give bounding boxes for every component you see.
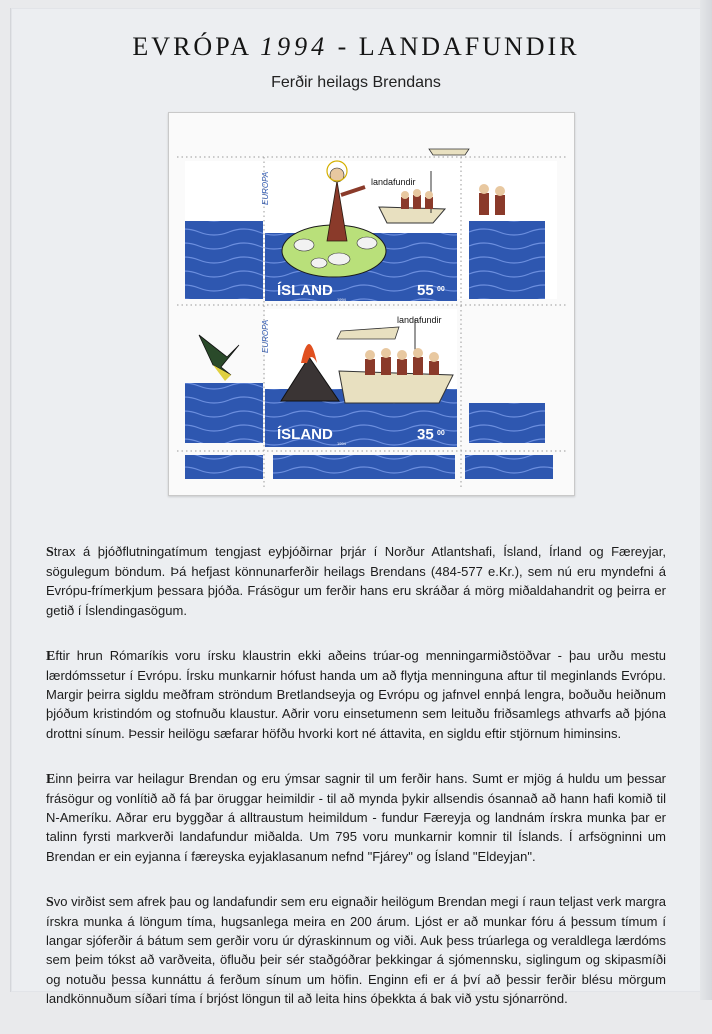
stamp-1 xyxy=(261,161,457,302)
boat-crew xyxy=(401,189,433,209)
stamp-2-brand: EUROPA xyxy=(261,319,270,353)
title-year: 1994 xyxy=(260,32,329,61)
stamp-sheet-artwork xyxy=(169,113,574,495)
paragraph-2: Eftir hrun Rómaríkis voru írsku klaustrin ekki aðeins trúar-og menningarmiðstöðvar - þau urðu mestu lærdómssetur í Evrópu. Írsku munkarnir hófust handa um að flytja menninguna aftur til meginlands Evrópu. Margir þeirra sigldu meðfram ströndum Bretlandseyja og Evrópu og jafnvel ennþá lengra, boðuðu heiðnum þjóðum kristindóm og stofnuðu klaustur. Aðrir voru einsetumenn sem leituðu friðsamlegs athvarfs að þjóna drottni sínum. Þessir heilögu sæfarar höfðu hvorki kort né áttavita, en sigldu eftir stjörnum himinsins. xyxy=(46,647,666,741)
sea-strip-right xyxy=(465,455,553,479)
paragraph-1: Strax á þjóðflutningatímum tengjast eyþjóðirnar þrjár í Norður Atlantshafi, Ísland, Írland og Færeyjar, sögulegum böndum. Þá hefjast könnunarferðir heilags Brendans (484-577 e.Kr.), sem nú eru myndefni á Evrópu-frímerkjum þessara þjóða. Frásögur um ferðir hans eru skráðar á mörg miðaldahandrit og þeirra er getið í Íslendingasögum. xyxy=(46,544,666,618)
paragraph-4: Svo virðist sem afrek þau og landafundir sem eru eignaðir heilögum Brendan megi í raun teljast verk margra írskra munka á löngum tíma, hugsanlega meira en 200 árum. Ljóst er að munkar fóru á þessum tímum í langar sjóferðir á bátum sem gerðir voru úr dýraskinnum og viði. Auk þess trúarlega og veraldlega lærdóms sem þeim tókst að varðveita, öfluðu þeir sér staðgóðrar þekkingar á sjómennsku, siglingum og skipasmíði og notuðu þessa kunnáttu á ferðum sínum um höfin. Enginn efi er á því að þessir ferðir blésu mörgum landkönnuðum síðari tíma í brjóst löngun til að leita hins óþekkta á bak við ystu sjónarrönd. xyxy=(46,893,666,1006)
boat-shape-2 xyxy=(339,371,453,403)
title-theme: - LANDAFUNDIR xyxy=(337,32,580,61)
stamp-1-year: 1994 xyxy=(337,297,346,302)
sea-left-bottom xyxy=(185,383,263,443)
paragraph-3: Einn þeirra var heilagur Brendan og eru ýmsar sagnir til um ferðir hans. Sumt er mjög á huldu um þessar frásögur og vonlítið að fá þar öruggar heimildir - til að mynda þykir allsendis ósannað að hann hafi komið til N-Ameríku. Aðrar eru byggðar á alltraustum heimildum - fundur Færeyja og landnám írskra munka þar er talinn fyrsti markverði landafundur miðalda. Um 795 voru munkarnir komnir til Íslands. Í arfsögninni um Brendan er ein eyjanna í færeyska eyjaklasanum nefnd "Fjárey" og Ísland "Eldeyjan". xyxy=(46,770,666,864)
sea-right-top xyxy=(469,221,545,299)
stamp-1-cents: 00 xyxy=(437,286,445,293)
stamp-sheet xyxy=(168,112,575,496)
stamp-2-cents: 00 xyxy=(437,430,445,437)
stamp-1-country: ÍSLAND xyxy=(277,282,333,299)
page-edge xyxy=(700,0,712,1000)
bird-icon xyxy=(199,335,239,381)
sea-left-top xyxy=(185,221,263,299)
boat-shape xyxy=(379,207,445,223)
page-subtitle: Ferðir heilags Brendans xyxy=(271,74,441,91)
small-boat-top xyxy=(429,149,469,155)
stamp-2-value: 35 xyxy=(417,426,434,443)
sea-strip-middle xyxy=(273,455,455,479)
stamp-1-brand: EUROPA xyxy=(261,171,270,205)
stamp-2 xyxy=(261,309,457,447)
stamp-1-value: 55 xyxy=(417,282,434,299)
sea-strip-left xyxy=(185,455,263,479)
article-body xyxy=(46,542,666,1034)
stamp-1-caption: landafundir xyxy=(371,177,416,187)
stamp-2-year: 1994 xyxy=(337,441,346,446)
page-title xyxy=(0,32,712,62)
title-main: EVRÓPA xyxy=(132,32,251,61)
stamp-2-caption: landafundir xyxy=(397,315,442,325)
sea-right-bottom xyxy=(469,403,545,443)
stamp-2-country: ÍSLAND xyxy=(277,426,333,443)
